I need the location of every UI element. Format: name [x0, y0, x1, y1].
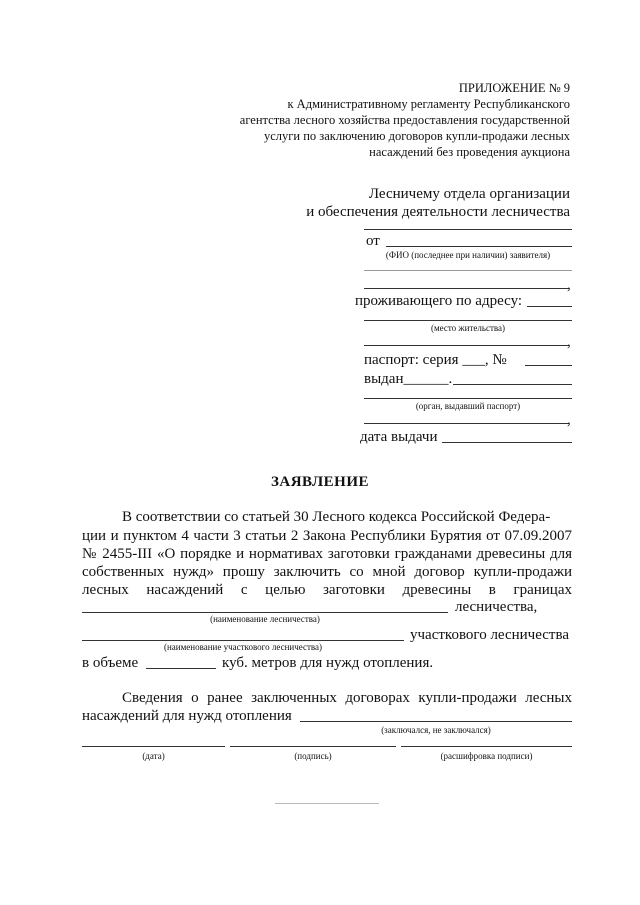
forestry-hint: (наименование лесничества)	[210, 614, 320, 624]
paragraph-1-line-2: ции и пунктом 4 части 3 статьи 2 Закона Республики Бурятия от 07.09.2007	[82, 528, 572, 544]
residence-hint: (место жительства)	[430, 323, 506, 333]
fio-continuation-blank-2[interactable]	[364, 288, 568, 289]
fio-continuation-blank[interactable]	[364, 270, 572, 271]
signature-date-hint: (дата)	[142, 751, 165, 761]
signature-hint: (подпись)	[294, 751, 332, 761]
signature-decode-blank[interactable]	[401, 746, 572, 747]
appendix-line-1: к Административному регламенту Республиканского	[287, 97, 570, 111]
contracts-info-blank[interactable]	[300, 721, 572, 722]
addressee-name-blank[interactable]	[364, 229, 572, 230]
fio-hint: (ФИО (последнее при наличии) заявителя)	[385, 250, 551, 260]
bottom-separator	[275, 803, 379, 804]
paragraph-1-line-3: № 2455-III «О порядке и нормативах заготовки гражданами древесины для	[82, 546, 572, 562]
signature-decode-hint: (расшифровка подписи)	[440, 751, 533, 761]
issue-date-blank[interactable]	[442, 442, 572, 443]
issuer-blank[interactable]	[364, 398, 572, 399]
issue-date-label: дата выдачи	[360, 429, 438, 445]
addressee-line-1: Лесничему отдела организации	[368, 186, 570, 202]
comma-1: ,	[567, 277, 571, 293]
appendix-line-3: услуги по заключению договоров купли-продажи лесных	[264, 129, 570, 143]
signature-date-blank[interactable]	[82, 746, 225, 747]
district-forestry-blank[interactable]	[82, 640, 404, 641]
issued-by-blank[interactable]	[453, 384, 572, 385]
from-label: от	[366, 233, 380, 249]
passport-number-blank[interactable]	[525, 365, 572, 366]
issuer-continuation-blank[interactable]	[364, 423, 568, 424]
issuer-hint: (орган, выдавший паспорт)	[415, 401, 521, 411]
statement-title: ЗАЯВЛЕНИЕ	[270, 474, 370, 490]
volume-blank[interactable]	[146, 668, 216, 669]
issued-label: выдан______.	[364, 371, 453, 387]
comma-2: ,	[567, 334, 571, 350]
forestry-name-blank[interactable]	[82, 612, 448, 613]
district-suffix: участкового лесничества	[410, 627, 570, 643]
paragraph-2-line-2: насаждений для нужд отопления	[82, 708, 292, 724]
paragraph-1-line-5: лесных насаждений с целью заготовки древесины в границах	[82, 582, 572, 598]
paragraph-2-line-1: Сведения о ранее заключенных договорах купли-продажи лесных	[122, 690, 572, 706]
address-blank-short[interactable]	[527, 306, 572, 307]
forestry-suffix: лесничества,	[455, 599, 538, 615]
address-blank[interactable]	[364, 320, 572, 321]
residing-label: проживающего по адресу:	[355, 293, 523, 309]
passport-label: паспорт: серия ___, №	[364, 352, 507, 368]
paragraph-1-line-1: В соответствии со статьей 30 Лесного кодекса Российской Федера-	[122, 509, 551, 525]
contracts-hint: (заключался, не заключался)	[381, 725, 491, 735]
address-continuation-blank[interactable]	[364, 345, 568, 346]
volume-suffix: куб. метров для нужд отопления.	[222, 655, 434, 671]
paragraph-1-line-4: собственных нужд» прошу заключить со мной договор купли-продажи	[82, 564, 572, 580]
signature-blank[interactable]	[230, 746, 396, 747]
applicant-fio-blank[interactable]	[386, 246, 572, 247]
volume-prefix: в объеме	[82, 655, 139, 671]
addressee-line-2: и обеспечения деятельности лесничества	[306, 204, 570, 220]
district-hint: (наименование участкового лесничества)	[163, 642, 323, 652]
appendix-line-4: насаждений без проведения аукциона	[369, 145, 570, 159]
comma-3: ,	[567, 412, 571, 428]
appendix-line-2: агентства лесного хозяйства предоставления государственной	[239, 113, 570, 127]
appendix-title: ПРИЛОЖЕНИЕ № 9	[458, 81, 570, 95]
